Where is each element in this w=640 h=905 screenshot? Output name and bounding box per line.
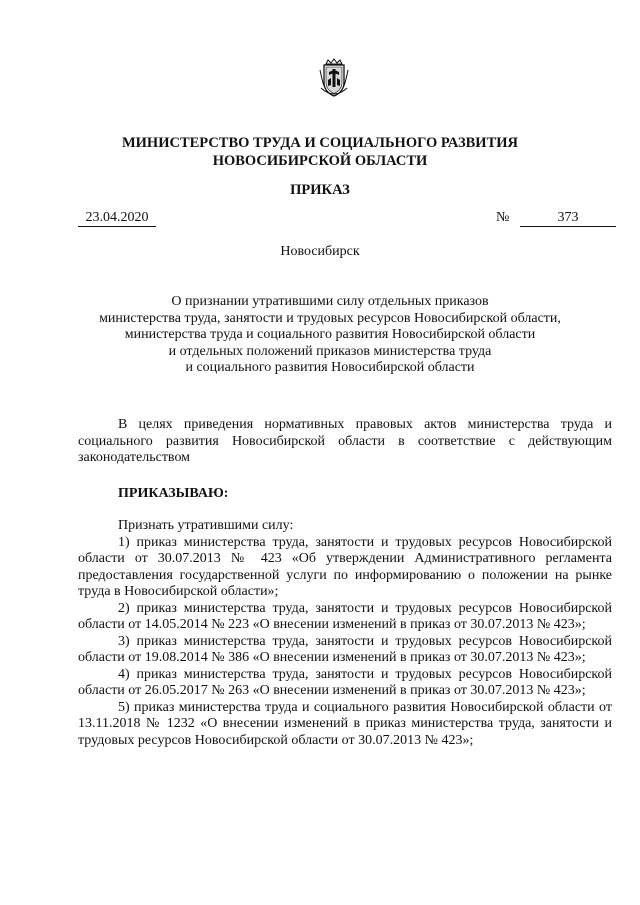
list-item: 2) приказ министерства труда, занятости и трудовых ресурсов Новосибирской области от 14.05.2014 № 223 «О внесении изменений в приказ от 30.07.2013 № 423»;	[78, 600, 612, 632]
city-name: Новосибирск	[280, 244, 360, 259]
list-item: 3) приказ министерства труда, занятости и трудовых ресурсов Новосибирской области от 19.08.2014 № 386 «О внесении изменений в приказ от 30.07.2013 № 423»;	[78, 633, 612, 665]
title-line: министерства труда и социального развития Новосибирской области	[124, 327, 536, 342]
list-item: 5) приказ министерства труда и социального развития Новосибирской области от 13.11.2018 № 1232 «О внесении изменений в приказ министерства труда, занятости и трудовых ресурсов Новосибирской области от 30.07.2013 № 423»;	[78, 699, 612, 748]
title-line: и отдельных положений приказов министерства труда	[168, 343, 492, 359]
order-date: 23.04.2020	[78, 210, 156, 227]
repeal-list	[78, 518, 612, 749]
order-number: 373	[520, 210, 616, 227]
ministry-name-line2: НОВОСИБИРСКОЙ ОБЛАСТИ	[212, 153, 428, 169]
number-sign: №	[496, 210, 510, 225]
decree-word: ПРИКАЗЫВАЮ:	[118, 486, 229, 501]
title-line: министерства труда, занятости и трудовых ресурсов Новосибирской области,	[99, 310, 561, 326]
document-type: ПРИКАЗ	[290, 182, 350, 198]
list-item: 4) приказ министерства труда, занятости и трудовых ресурсов Новосибирской области от 26.05.2017 № 263 «О внесении изменений в приказ от 30.07.2013 № 423»;	[78, 666, 612, 698]
order-title	[60, 294, 600, 377]
list-item: 1) приказ министерства труда, занятости и трудовых ресурсов Новосибирской области от 30.07.2013 № 423 «Об утверждении Административного регламента предоставления государственной услуги по информированию о положении на рынке труда в Новосибирской области»;	[78, 534, 612, 599]
title-line: О признании утратившими силу отдельных приказов	[171, 294, 489, 309]
preamble-paragraph: В целях приведения нормативных правовых актов министерства труда и социального развития Новосибирской области в соответствие с действующим законодательством	[78, 417, 612, 465]
ministry-name-line1: МИНИСТЕРСТВО ТРУДА И СОЦИАЛЬНОГО РАЗВИТИЯ	[121, 135, 519, 151]
list-intro: Признать утратившими силу:	[118, 518, 294, 533]
title-line: и социального развития Новосибирской области	[185, 360, 475, 375]
coat-of-arms-icon	[318, 58, 350, 98]
